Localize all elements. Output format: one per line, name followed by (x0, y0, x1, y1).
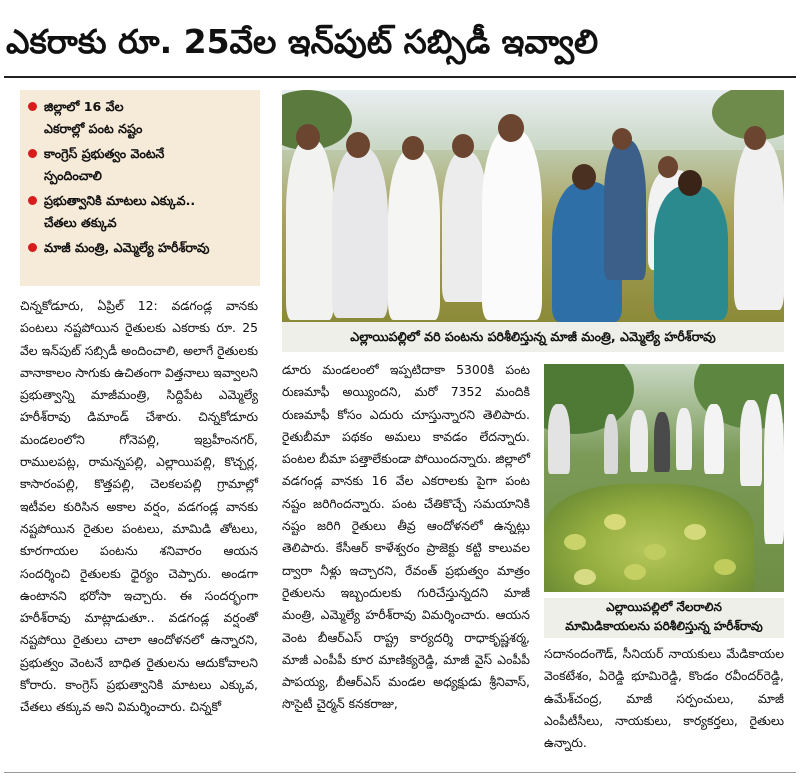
bullet-icon (28, 149, 37, 158)
headline-rule (4, 76, 796, 78)
photo-fallen-mangoes (544, 364, 784, 592)
photo-paddy-inspection (282, 90, 784, 322)
highlight-item (28, 237, 252, 259)
highlight-text: కాంగ్రెస్ ప్రభుత్వం వెంటనే స్పందించాలి (44, 146, 165, 183)
bottom-rule (4, 772, 796, 773)
photo-caption-1: ఎల్లాయిపల్లిలో వరి పంటను పరిశీలిస్తున్న మాజీ మంత్రి, ఎమ్మెల్యే హరీశ్‌రావు (282, 322, 784, 352)
highlight-text: ప్రభుత్వానికి మాటలు ఎక్కువ.. చేతలు తక్కువ (44, 193, 196, 230)
bullet-icon (28, 243, 37, 252)
article-text: డూరు మండలంలో ఇప్పటిదాకా 5300కి పంట రుణమాఫీ అయ్యిందని, మరో 7352 మందికి రుణమాఫీ కోసం ఎదురు చూస్తున్నారని తెలిపారు. రైతుబీమా పథకం అమలు కావడం లేదన్నారు. పంటల బీమా పత్తాలేకుండా పోయిందన్నారు. జిల్లాలో వడగండ్ల వానకు 16 వేల ఎకరాలకు పైగా పంట నష్టం జరిగిందన్నారు. పంట చేతికొచ్చే సమయానికి నష్టం జరిగి రైతులు తీవ్ర ఆందోళనలో ఉన్నట్లు తెలిపారు. కేసీఆర్ కాళేశ్వరం ప్రాజెక్టు కట్టి కాలువల ద్వారా నీళ్లు ఇచ్చారని, రేవంత్ ప్రభుత్వం మాత్రం రైతులను ఇబ్బందులకు గురిచేస్తున్నదని మాజీ మంత్రి, ఎమ్మెల్యే హరీశ్‌రావు విమర్శించారు. ఆయన వెంట బీఆర్ఎస్ రాష్ట్ర కార్యదర్శి రాధాకృష్ణశర్మ, మాజీ ఎంపీపీ కూర మాణిక్యరెడ్డి, మాజీ వైస్ ఎంపీపీ పాపయ్య, బీఆర్ఎస్ మండల అధ్యక్షుడు శ్రీనివాస్, సొసైటీ చైర్మన్ కనకరాజు, (282, 362, 530, 712)
highlight-text: మాజీ మంత్రి, ఎమ్మెల్యే హరీశ్‌రావు (44, 240, 210, 255)
headline: ఎకరాకు రూ. 25వేల ఇన్‌పుట్ సబ్సిడీ ఇవ్వాలి (6, 22, 599, 61)
article-column-2 (282, 359, 530, 716)
highlights-box (20, 90, 260, 286)
bullet-icon (28, 102, 37, 111)
article-column-3 (544, 643, 784, 754)
highlight-item (28, 190, 252, 234)
article-text: చిన్నకోడూరు, ఏప్రిల్ 12: వడగండ్ల వానకు పంటలు నష్టపోయిన రైతులకు ఎకరాకు రూ. 25 వేల ఇన్‌పుట్ సబ్సిడీ అందించాలి, అలాగే రైతులకు వానాకాలం సాగుకు ఉచితంగా విత్తనాలు ఇవ్వాలని ప్రభుత్వాన్ని మాజీమంత్రి, సిద్దిపేట ఎమ్మెల్యే హరీశ్‌రావు డిమాండ్ చేశారు. చిన్నకోడూరు మండలంలోని గోనెపల్లి, ఇబ్రహీంనగర్, రాములపట్ల, రామన్నపల్లి, ఎల్లాయిపల్లి, కొచ్చర్ల, కాసారంపల్లి, కొత్తపల్లి, చెలకలపల్లి గ్రామాల్లో ఇటీవల కురిసిన అకాల వర్షం, వడగండ్ల వానకు నష్టపోయిన రైతుల పంటలు, మామిడి తోటలు, కూరగాయల పంటను శనివారం ఆయన సందర్శించి రైతులకు ధైర్యం చెప్పారు. అండగా ఉంటానని భరోసా ఇచ్చారు. ఈ సందర్భంగా హరీశ్‌రావు మాట్లాడుతూ.. వడగండ్ల వర్షంతో నష్టపోయి రైతులు చాలా ఆందోళనలో ఉన్నారని, ప్రభుత్వం వెంటనే బాధిత రైతులను ఆదుకోవాలని కోరారు. కాంగ్రెస్ ప్రభుత్వానికి మాటలు ఎక్కువ, చేతలు తక్కువ అని విమర్శించారు. చిన్నకో (20, 298, 258, 715)
highlight-item (28, 143, 252, 187)
bullet-icon (28, 196, 37, 205)
highlight-item (28, 96, 252, 140)
photo-caption-2: ఎల్లాయిపల్లిలో నేలరాలిన మామిడికాయలను పరిశీలిస్తున్న హరీశ్‌రావు (544, 598, 784, 638)
highlight-text: జిల్లాలో 16 వేల ఎకరాల్లో పంట నష్టం (44, 99, 143, 136)
article-text: సదానందంగౌడ్, సీనియర్ నాయకులు మేడికాయల వెంకటేశం, ఏరెడ్డి భూమిరెడ్డి, కొండం రవీందర్‌రెడ్డి, ఉమేశ్‌చంద్ర, మాజీ సర్పంచులు, మాజీ ఎంపీటీసీలు, నాయకులు, కార్యకర్తలు, రైతులు ఉన్నారు. (544, 646, 784, 751)
article-column-1 (20, 295, 258, 719)
